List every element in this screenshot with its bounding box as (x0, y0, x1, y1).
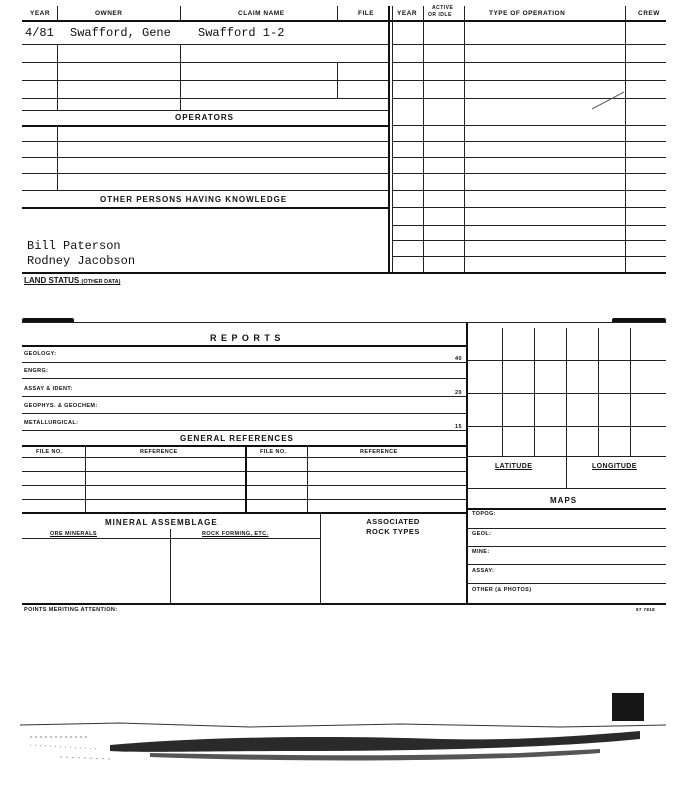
row-line (392, 256, 666, 257)
row-line (22, 62, 388, 63)
grid-line (466, 488, 666, 489)
ref-file-no-2: FILE NO. (260, 449, 287, 455)
row-line (22, 44, 388, 45)
form-number: 97 7818 (636, 607, 656, 612)
rock-types-label: ROCK TYPES (366, 527, 420, 536)
land-status-title: LAND STATUS (24, 276, 80, 285)
row-line (392, 240, 666, 241)
ref-reference-2: REFERENCE (360, 449, 398, 455)
center-divider (388, 6, 390, 272)
entry-claim-name: Swafford 1-2 (198, 26, 285, 40)
reports-title: R E P O R T S (210, 333, 282, 343)
grid-line (466, 456, 666, 457)
grid-line (466, 393, 666, 394)
row-line (22, 98, 388, 99)
maps-title: MAPS (550, 496, 578, 505)
latitude-label: LATITUDE (495, 463, 533, 470)
row-line (22, 157, 388, 158)
row-line (22, 471, 466, 472)
col-line (85, 445, 86, 512)
operators-title: OPERATORS (175, 113, 234, 122)
row-line (22, 413, 466, 414)
row-line (392, 44, 666, 45)
bottom-rule (22, 272, 666, 274)
other-person-1: Bill Paterson (27, 239, 121, 253)
center-divider (392, 6, 393, 272)
divider (337, 6, 338, 20)
row-line (466, 546, 666, 547)
longitude-label: LONGITUDE (592, 463, 637, 470)
top-rule (22, 322, 666, 323)
row-line (22, 457, 466, 458)
row-line (22, 345, 466, 347)
report-label-geology: GEOLOGY: (24, 351, 57, 357)
row-line (22, 125, 388, 127)
row-line (22, 110, 388, 111)
grid-line (466, 426, 666, 427)
row-line (22, 445, 466, 447)
grid-line (466, 360, 666, 361)
col-line (625, 20, 626, 272)
col-line (180, 44, 181, 110)
row-line (392, 173, 666, 174)
row-line (22, 173, 388, 174)
report-code-metallurgical: 15 (455, 424, 462, 430)
col-line (423, 20, 424, 272)
row-line (22, 362, 466, 363)
row-line (466, 528, 666, 529)
scan-noise-band (0, 715, 678, 775)
type-of-operation-header: TYPE OF OPERATION (489, 10, 566, 17)
row-line (392, 62, 666, 63)
grid-line (534, 328, 535, 456)
divider (464, 6, 465, 20)
col-line (57, 125, 58, 190)
row-line (392, 225, 666, 226)
report-label-engrg: ENGRG: (24, 368, 49, 374)
ref-file-no-1: FILE NO. (36, 449, 63, 455)
crew-header: CREW (638, 10, 660, 17)
report-label-assay: ASSAY & IDENT: (24, 386, 73, 392)
pencil-mark (592, 92, 624, 110)
row-line (22, 80, 388, 81)
row-line (466, 564, 666, 565)
general-references-title: GENERAL REFERENCES (180, 434, 294, 443)
year-header: YEAR (30, 10, 51, 17)
divider (57, 6, 58, 20)
col-line (337, 62, 338, 98)
mineral-assemblage-title: MINERAL ASSEMBLAGE (105, 518, 218, 527)
row-line (22, 538, 320, 539)
ore-minerals-label: ORE MINERALS (50, 531, 97, 537)
row-line (392, 98, 666, 99)
header-rule (22, 20, 666, 22)
owner-header: OWNER (95, 10, 123, 17)
other-persons-title: OTHER PERSONS HAVING KNOWLEDGE (100, 195, 288, 204)
row-line (392, 190, 666, 191)
idle-header: OR IDLE (428, 12, 452, 18)
row-line (22, 430, 466, 431)
row-line (466, 508, 666, 510)
grid-line (630, 328, 631, 456)
col-line (245, 445, 247, 512)
grid-line (502, 328, 503, 456)
claim-name-header: CLAIM NAME (238, 10, 285, 17)
row-line (22, 378, 466, 379)
row-line (392, 157, 666, 158)
map-row-topog: TOPOG: (472, 511, 496, 517)
row-line (392, 125, 666, 126)
ref-reference-1: REFERENCE (140, 449, 178, 455)
row-line (22, 190, 388, 191)
row-line (22, 512, 466, 514)
report-code-assay: 20 (455, 390, 462, 396)
divider (625, 6, 626, 20)
grid-line (598, 328, 599, 456)
points-meriting-label: POINTS MERITING ATTENTION: (24, 607, 118, 613)
grid-line (566, 328, 567, 488)
divider (423, 6, 424, 20)
col-line (464, 20, 465, 272)
bottom-rule (22, 603, 666, 605)
row-line (392, 141, 666, 142)
file-header: FILE (358, 10, 375, 17)
year2-header: YEAR (397, 10, 418, 17)
map-row-other: OTHER (& PHOTOS) (472, 587, 532, 593)
rock-forming-label: ROCK FORMING, ETC. (202, 531, 269, 537)
row-line (22, 396, 466, 397)
land-status-sub: (OTHER DATA) (81, 279, 121, 285)
other-person-2: Rodney Jacobson (27, 254, 136, 268)
row-line (22, 207, 388, 209)
col-line (307, 445, 308, 512)
row-line (22, 485, 466, 486)
divider (180, 6, 181, 20)
row-line (466, 583, 666, 584)
col-line (57, 44, 58, 110)
map-row-assay: ASSAY: (472, 568, 495, 574)
panel-divider (466, 322, 468, 603)
row-line (22, 499, 466, 500)
col-line (320, 512, 321, 604)
active-header: ACTIVE (432, 5, 454, 11)
associated-label: ASSOCIATED (366, 517, 420, 526)
map-row-mine: MINE: (472, 549, 490, 555)
col-line (170, 529, 171, 604)
map-row-geol: GEOL: (472, 531, 492, 537)
entry-year: 4/81 (25, 26, 54, 40)
report-label-geophys: GEOPHYS. & GEOCHEM: (24, 403, 98, 409)
report-label-metallurgical: METALLURGICAL: (24, 420, 79, 426)
land-status-label (24, 276, 120, 285)
row-line (392, 80, 666, 81)
entry-owner: Swafford, Gene (70, 26, 171, 40)
row-line (392, 207, 666, 208)
report-code-geology: 40 (455, 356, 462, 362)
row-line (22, 141, 388, 142)
